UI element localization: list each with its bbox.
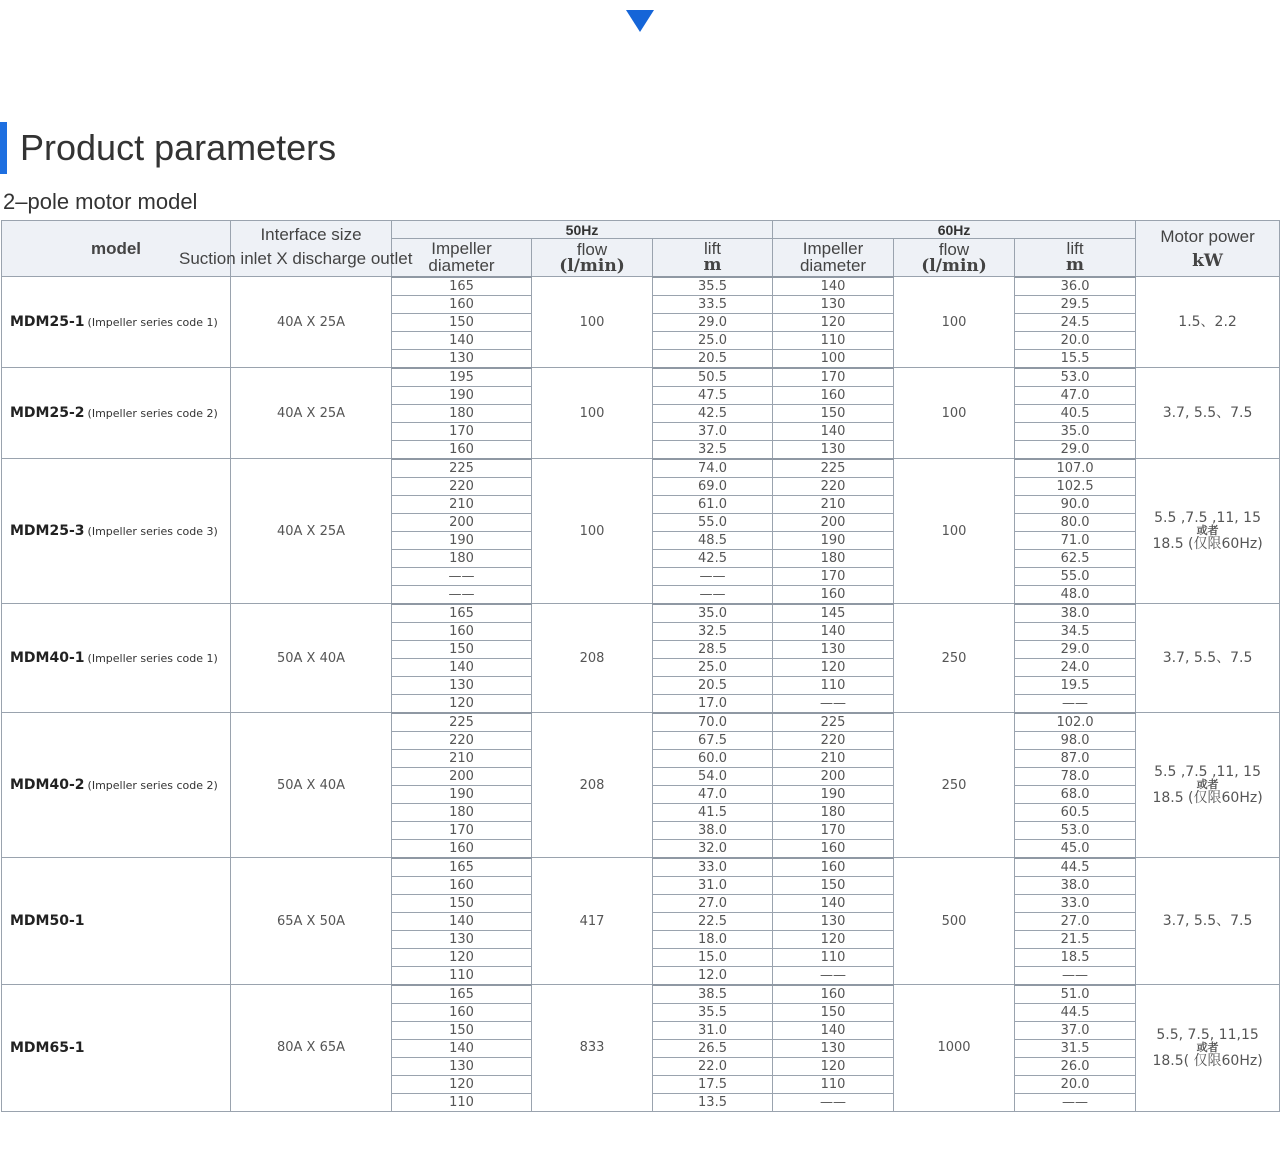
lift-50hz: 41.5: [653, 803, 773, 821]
lift-60hz: 68.0: [1015, 785, 1136, 803]
impeller-diameter-60hz: 140: [773, 277, 894, 296]
lift-50hz: 32.0: [653, 839, 773, 858]
lift-50hz: 17.0: [653, 694, 773, 713]
lift-50hz: 35.5: [653, 1003, 773, 1021]
lift-60hz: 20.0: [1015, 1075, 1136, 1093]
impeller-diameter-60hz: 110: [773, 331, 894, 349]
lift-50hz: 25.0: [653, 658, 773, 676]
impeller-diameter-50hz: 225: [392, 459, 532, 478]
lift-50hz: 60.0: [653, 749, 773, 767]
lift-60hz: 71.0: [1015, 531, 1136, 549]
impeller-diameter-50hz: ——: [392, 567, 532, 585]
lift-50hz: 74.0: [653, 459, 773, 478]
lift-60hz: 33.0: [1015, 894, 1136, 912]
lift-60hz: 47.0: [1015, 386, 1136, 404]
impeller-diameter-50hz: 165: [392, 985, 532, 1004]
impeller-diameter-50hz: 210: [392, 495, 532, 513]
motor-power-line: 或者: [1196, 778, 1219, 791]
impeller-diameter-60hz: 130: [773, 640, 894, 658]
impeller-diameter-60hz: 225: [773, 459, 894, 478]
lift-60hz: 15.5: [1015, 349, 1136, 368]
motor-power-line: 5.5 ,7.5 ,11, 15: [1154, 764, 1261, 780]
impeller-diameter-60hz: 160: [773, 858, 894, 877]
interface-size-cell: 40A X 25A: [231, 277, 392, 368]
lift-60hz: 27.0: [1015, 912, 1136, 930]
header-interface-top: Interface size: [260, 225, 362, 244]
interface-size-cell: 50A X 40A: [231, 604, 392, 713]
impeller-diameter-50hz: 170: [392, 821, 532, 839]
model-cell: [2, 858, 231, 985]
motor-power-line: 18.5 (仅限60Hz): [1152, 790, 1263, 806]
impeller-diameter-60hz: 180: [773, 549, 894, 567]
header-motor-power-unit: kW: [1192, 250, 1223, 271]
lift-60hz: 24.5: [1015, 313, 1136, 331]
header-interface-size: [179, 221, 413, 277]
motor-power-cell: [1136, 604, 1280, 713]
lift-50hz: 17.5: [653, 1075, 773, 1093]
lift-50hz: 33.5: [653, 295, 773, 313]
motor-power-line: 3.7, 5.5、7.5: [1162, 650, 1253, 666]
header-60hz-lift: [1015, 239, 1136, 277]
impeller-diameter-50hz: 110: [392, 1093, 532, 1111]
lift-60hz: 26.0: [1015, 1057, 1136, 1075]
lift-50hz: ——: [653, 567, 773, 585]
motor-power-cell: [1136, 368, 1280, 459]
header-60hz-lift-2: m: [1066, 255, 1085, 276]
lift-50hz: 28.5: [653, 640, 773, 658]
impeller-diameter-50hz: 225: [392, 713, 532, 732]
lift-50hz: 18.0: [653, 930, 773, 948]
impeller-diameter-60hz: 150: [773, 1003, 894, 1021]
impeller-diameter-50hz: 150: [392, 313, 532, 331]
motor-power-line: 3.7, 5.5、7.5: [1162, 913, 1253, 929]
model-name: MDM25-1: [10, 314, 85, 330]
model-name: MDM25-2: [10, 405, 85, 421]
impeller-diameter-60hz: 170: [773, 821, 894, 839]
motor-power-cell: [1136, 459, 1280, 604]
table-row: [2, 713, 1280, 732]
impeller-series-code: (Impeller series code 1): [87, 652, 218, 665]
impeller-diameter-60hz: 170: [773, 567, 894, 585]
impeller-diameter-50hz: 200: [392, 767, 532, 785]
flow-60hz-cell: 100: [894, 368, 1015, 459]
impeller-diameter-60hz: 110: [773, 1075, 894, 1093]
impeller-diameter-50hz: 180: [392, 549, 532, 567]
lift-60hz: 102.0: [1015, 713, 1136, 732]
impeller-diameter-50hz: 190: [392, 386, 532, 404]
impeller-diameter-60hz: 120: [773, 658, 894, 676]
model-name: MDM50-1: [10, 913, 85, 929]
impeller-diameter-60hz: 150: [773, 404, 894, 422]
impeller-diameter-60hz: 200: [773, 513, 894, 531]
lift-50hz: 67.5: [653, 731, 773, 749]
impeller-diameter-60hz: 120: [773, 313, 894, 331]
impeller-diameter-60hz: 110: [773, 676, 894, 694]
table-row: [2, 277, 1280, 296]
lift-60hz: 44.5: [1015, 1003, 1136, 1021]
lift-50hz: 69.0: [653, 477, 773, 495]
lift-50hz: 27.0: [653, 894, 773, 912]
table-row: [2, 858, 1280, 877]
header-50hz-lift-1: lift: [704, 239, 722, 259]
interface-size-cell: 50A X 40A: [231, 713, 392, 858]
impeller-diameter-60hz: 160: [773, 985, 894, 1004]
flow-50hz-cell: 208: [532, 604, 653, 713]
impeller-diameter-50hz: 120: [392, 694, 532, 713]
flow-50hz-cell: 417: [532, 858, 653, 985]
lift-60hz: 55.0: [1015, 567, 1136, 585]
lift-60hz: 45.0: [1015, 839, 1136, 858]
impeller-diameter-50hz: 150: [392, 640, 532, 658]
motor-power-cell: [1136, 277, 1280, 368]
impeller-diameter-50hz: 130: [392, 676, 532, 694]
lift-60hz: 38.0: [1015, 876, 1136, 894]
impeller-diameter-50hz: 150: [392, 894, 532, 912]
impeller-diameter-60hz: 130: [773, 295, 894, 313]
model-name: MDM40-1: [10, 650, 85, 666]
model-cell: [2, 985, 231, 1112]
lift-60hz: ——: [1015, 1093, 1136, 1111]
impeller-diameter-50hz: 220: [392, 731, 532, 749]
lift-60hz: 29.5: [1015, 295, 1136, 313]
model-cell: [2, 368, 231, 459]
impeller-diameter-60hz: 190: [773, 531, 894, 549]
header-50hz-lift: [653, 239, 773, 277]
lift-60hz: 29.0: [1015, 640, 1136, 658]
lift-50hz: 25.0: [653, 331, 773, 349]
header-60hz: 60Hz: [773, 221, 1136, 239]
lift-50hz: 42.5: [653, 404, 773, 422]
lift-50hz: 38.5: [653, 985, 773, 1004]
impeller-diameter-50hz: 220: [392, 477, 532, 495]
motor-power-line: 18.5 (仅限60Hz): [1152, 536, 1263, 552]
impeller-diameter-60hz: 170: [773, 368, 894, 387]
header-motor-power: [1136, 221, 1280, 277]
lift-60hz: 48.0: [1015, 585, 1136, 604]
impeller-diameter-50hz: 160: [392, 839, 532, 858]
header-model: model: [2, 221, 231, 277]
impeller-diameter-60hz: ——: [773, 1093, 894, 1111]
lift-60hz: 90.0: [1015, 495, 1136, 513]
lift-60hz: 18.5: [1015, 948, 1136, 966]
impeller-diameter-60hz: 210: [773, 749, 894, 767]
impeller-diameter-50hz: 140: [392, 658, 532, 676]
impeller-diameter-50hz: 140: [392, 1039, 532, 1057]
impeller-diameter-60hz: 150: [773, 876, 894, 894]
impeller-diameter-60hz: ——: [773, 966, 894, 985]
impeller-series-code: (Impeller series code 3): [87, 525, 218, 538]
lift-60hz: 62.5: [1015, 549, 1136, 567]
impeller-diameter-60hz: 140: [773, 1021, 894, 1039]
impeller-diameter-60hz: 120: [773, 1057, 894, 1075]
flow-50hz-cell: 833: [532, 985, 653, 1112]
lift-60hz: 19.5: [1015, 676, 1136, 694]
flow-60hz-cell: 1000: [894, 985, 1015, 1112]
lift-50hz: 37.0: [653, 422, 773, 440]
impeller-diameter-60hz: 140: [773, 622, 894, 640]
motor-power-line: 3.7, 5.5、7.5: [1162, 405, 1253, 421]
lift-60hz: 36.0: [1015, 277, 1136, 296]
lift-60hz: 29.0: [1015, 440, 1136, 459]
lift-50hz: 35.5: [653, 277, 773, 296]
lift-60hz: ——: [1015, 966, 1136, 985]
interface-size-cell: 40A X 25A: [231, 459, 392, 604]
lift-50hz: 35.0: [653, 604, 773, 623]
header-motor-power-label: Motor power: [1160, 226, 1255, 246]
lift-60hz: ——: [1015, 694, 1136, 713]
lift-60hz: 107.0: [1015, 459, 1136, 478]
lift-60hz: 38.0: [1015, 604, 1136, 623]
header-60hz-impeller-2: diameter: [799, 256, 867, 276]
motor-power-line: 5.5 ,7.5 ,11, 15: [1154, 510, 1261, 526]
impeller-diameter-50hz: 180: [392, 803, 532, 821]
lift-60hz: 24.0: [1015, 658, 1136, 676]
flow-50hz-cell: 100: [532, 368, 653, 459]
lift-50hz: 38.0: [653, 821, 773, 839]
impeller-diameter-50hz: 140: [392, 331, 532, 349]
motor-power-line: 或者: [1196, 1040, 1219, 1054]
header-60hz-lift-1: lift: [1066, 239, 1084, 259]
header-60hz-impeller: [773, 239, 894, 277]
down-arrow-icon: [626, 10, 654, 32]
impeller-diameter-50hz: 165: [392, 858, 532, 877]
header-60hz-flow-1: flow: [938, 239, 970, 259]
impeller-diameter-60hz: ——: [773, 694, 894, 713]
motor-power-cell: [1136, 985, 1280, 1112]
lift-50hz: 26.5: [653, 1039, 773, 1057]
impeller-diameter-60hz: 130: [773, 1039, 894, 1057]
motor-power-line: 5.5, 7.5, 11,15: [1156, 1026, 1259, 1043]
impeller-diameter-60hz: 180: [773, 803, 894, 821]
impeller-diameter-50hz: 190: [392, 531, 532, 549]
section-header: [0, 122, 336, 174]
impeller-diameter-50hz: 140: [392, 912, 532, 930]
lift-50hz: 15.0: [653, 948, 773, 966]
impeller-diameter-60hz: 200: [773, 767, 894, 785]
header-50hz-lift-2: m: [703, 255, 722, 276]
motor-power-cell: [1136, 713, 1280, 858]
impeller-diameter-50hz: 180: [392, 404, 532, 422]
lift-50hz: 50.5: [653, 368, 773, 387]
motor-power-line: 1.5、2.2: [1178, 314, 1237, 330]
lift-50hz: 54.0: [653, 767, 773, 785]
product-parameters-table: [1, 220, 1280, 1112]
lift-50hz: 31.0: [653, 1021, 773, 1039]
lift-60hz: 53.0: [1015, 821, 1136, 839]
lift-60hz: 98.0: [1015, 731, 1136, 749]
lift-50hz: 48.5: [653, 531, 773, 549]
lift-60hz: 87.0: [1015, 749, 1136, 767]
flow-60hz-cell: 500: [894, 858, 1015, 985]
impeller-series-code: (Impeller series code 1): [87, 316, 218, 329]
lift-60hz: 53.0: [1015, 368, 1136, 387]
impeller-diameter-50hz: 200: [392, 513, 532, 531]
impeller-diameter-50hz: 110: [392, 966, 532, 985]
impeller-diameter-50hz: 120: [392, 1075, 532, 1093]
impeller-diameter-50hz: 165: [392, 277, 532, 296]
model-cell: [2, 713, 231, 858]
lift-60hz: 102.5: [1015, 477, 1136, 495]
impeller-diameter-50hz: 160: [392, 1003, 532, 1021]
flow-50hz-cell: 100: [532, 277, 653, 368]
table-row: [2, 459, 1280, 478]
lift-50hz: 20.5: [653, 349, 773, 368]
impeller-diameter-50hz: 130: [392, 930, 532, 948]
model-cell: [2, 277, 231, 368]
header-60hz-flow: [894, 239, 1015, 277]
header-50hz-impeller-1: Impeller: [431, 239, 492, 259]
table-body: [2, 277, 1280, 1112]
header-50hz: 50Hz: [392, 221, 773, 239]
lift-60hz: 80.0: [1015, 513, 1136, 531]
header-60hz-impeller-1: Impeller: [802, 239, 864, 259]
lift-50hz: 12.0: [653, 966, 773, 985]
impeller-diameter-50hz: 130: [392, 1057, 532, 1075]
lift-50hz: 22.0: [653, 1057, 773, 1075]
lift-50hz: 47.5: [653, 386, 773, 404]
model-name: MDM65-1: [10, 1039, 85, 1056]
impeller-diameter-50hz: 160: [392, 295, 532, 313]
lift-60hz: 21.5: [1015, 930, 1136, 948]
impeller-diameter-50hz: 165: [392, 604, 532, 623]
impeller-diameter-50hz: 130: [392, 349, 532, 368]
header-50hz-impeller-2: diameter: [428, 256, 495, 276]
impeller-diameter-60hz: 130: [773, 440, 894, 459]
lift-50hz: 22.5: [653, 912, 773, 930]
page-title: Product parameters: [20, 127, 337, 168]
model-cell: [2, 604, 231, 713]
lift-50hz: ——: [653, 585, 773, 604]
lift-50hz: 20.5: [653, 676, 773, 694]
impeller-diameter-60hz: 220: [773, 731, 894, 749]
impeller-series-code: (Impeller series code 2): [87, 407, 218, 420]
table-row: [2, 368, 1280, 387]
lift-50hz: 33.0: [653, 858, 773, 877]
impeller-diameter-60hz: 220: [773, 477, 894, 495]
model-name: MDM25-3: [10, 523, 85, 539]
lift-50hz: 47.0: [653, 785, 773, 803]
impeller-diameter-60hz: 140: [773, 422, 894, 440]
flow-50hz-cell: 100: [532, 459, 653, 604]
impeller-diameter-50hz: 150: [392, 1021, 532, 1039]
impeller-diameter-60hz: 130: [773, 912, 894, 930]
table-row: [2, 985, 1280, 1004]
flow-60hz-cell: 100: [894, 277, 1015, 368]
header-50hz-flow-2: (l/min): [559, 255, 625, 276]
impeller-diameter-60hz: 110: [773, 948, 894, 966]
impeller-diameter-50hz: 160: [392, 440, 532, 459]
flow-60hz-cell: 100: [894, 459, 1015, 604]
header-interface-bottom: Suction inlet X discharge outlet: [179, 249, 413, 268]
lift-50hz: 32.5: [653, 440, 773, 459]
title-accent-bar: [0, 122, 7, 174]
motor-power-cell: [1136, 858, 1280, 985]
lift-50hz: 13.5: [653, 1093, 773, 1111]
impeller-diameter-60hz: 100: [773, 349, 894, 368]
impeller-diameter-60hz: 190: [773, 785, 894, 803]
lift-50hz: 29.0: [653, 313, 773, 331]
impeller-diameter-60hz: 225: [773, 713, 894, 732]
lift-50hz: 42.5: [653, 549, 773, 567]
impeller-series-code: (Impeller series code 2): [87, 779, 218, 792]
impeller-diameter-60hz: 120: [773, 930, 894, 948]
table-row: [2, 604, 1280, 623]
impeller-diameter-50hz: 195: [392, 368, 532, 387]
impeller-diameter-50hz: ——: [392, 585, 532, 604]
motor-power-line: 或者: [1196, 524, 1219, 537]
lift-60hz: 60.5: [1015, 803, 1136, 821]
header-60hz-flow-2: (l/min): [921, 255, 987, 276]
impeller-diameter-50hz: 160: [392, 876, 532, 894]
interface-size-cell: 65A X 50A: [231, 858, 392, 985]
lift-60hz: 37.0: [1015, 1021, 1136, 1039]
impeller-diameter-60hz: 160: [773, 386, 894, 404]
motor-power-line: 18.5( 仅限60Hz): [1152, 1052, 1263, 1069]
impeller-diameter-60hz: 160: [773, 585, 894, 604]
flow-60hz-cell: 250: [894, 604, 1015, 713]
lift-60hz: 44.5: [1015, 858, 1136, 877]
header-50hz-impeller: [392, 239, 532, 277]
lift-60hz: 34.5: [1015, 622, 1136, 640]
impeller-diameter-60hz: 160: [773, 839, 894, 858]
impeller-diameter-50hz: 170: [392, 422, 532, 440]
lift-50hz: 55.0: [653, 513, 773, 531]
lift-60hz: 31.5: [1015, 1039, 1136, 1057]
impeller-diameter-60hz: 210: [773, 495, 894, 513]
interface-size-cell: 40A X 25A: [231, 368, 392, 459]
lift-50hz: 31.0: [653, 876, 773, 894]
lift-60hz: 20.0: [1015, 331, 1136, 349]
impeller-diameter-60hz: 140: [773, 894, 894, 912]
lift-60hz: 35.0: [1015, 422, 1136, 440]
interface-size-cell: 80A X 65A: [231, 985, 392, 1112]
lift-60hz: 78.0: [1015, 767, 1136, 785]
header-50hz-flow-1: flow: [576, 239, 608, 259]
lift-60hz: 51.0: [1015, 985, 1136, 1004]
lift-50hz: 32.5: [653, 622, 773, 640]
impeller-diameter-50hz: 120: [392, 948, 532, 966]
lift-60hz: 40.5: [1015, 404, 1136, 422]
impeller-diameter-50hz: 160: [392, 622, 532, 640]
flow-60hz-cell: 250: [894, 713, 1015, 858]
impeller-diameter-60hz: 145: [773, 604, 894, 623]
table-subtitle: 2–pole motor model: [3, 189, 198, 214]
header-50hz-flow: [532, 239, 653, 277]
model-cell: [2, 459, 231, 604]
flow-50hz-cell: 208: [532, 713, 653, 858]
model-name: MDM40-2: [10, 777, 85, 793]
impeller-diameter-50hz: 190: [392, 785, 532, 803]
lift-50hz: 70.0: [653, 713, 773, 732]
impeller-diameter-50hz: 210: [392, 749, 532, 767]
lift-50hz: 61.0: [653, 495, 773, 513]
